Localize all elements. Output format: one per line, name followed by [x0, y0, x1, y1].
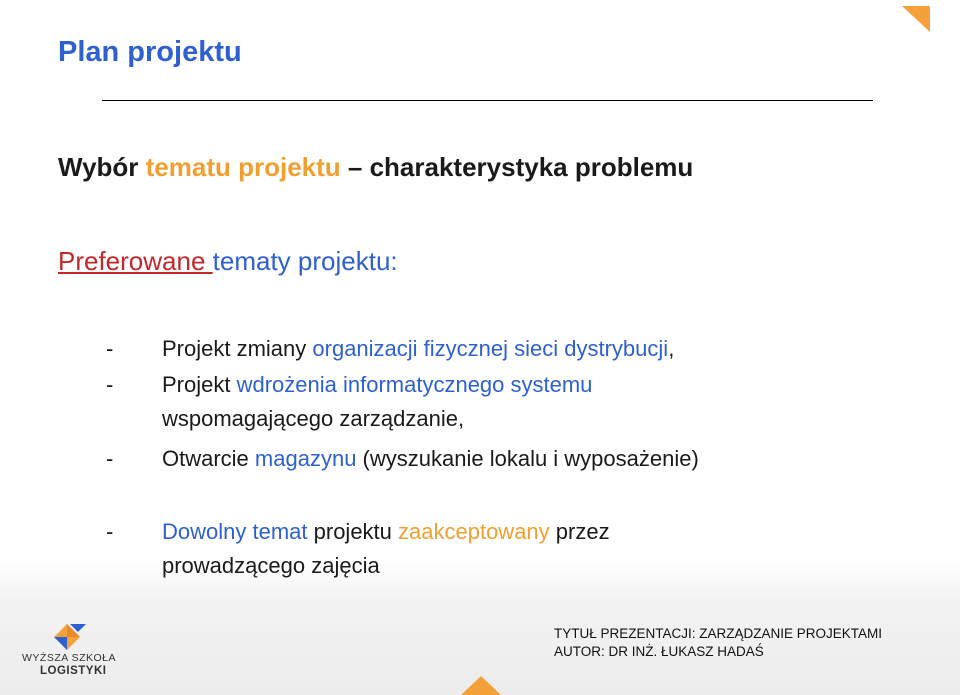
logo-text-line-1: WYŻSZA SZKOŁA	[22, 652, 117, 664]
list-item-text: (wyszukanie lokalu i wyposażenie)	[356, 446, 699, 471]
list-item-text: Projekt zmiany	[162, 336, 313, 361]
slide-title: Plan projektu	[58, 36, 242, 68]
list-item-line	[162, 336, 674, 362]
subtitle-part-2: tematu projektu	[145, 152, 341, 182]
list-item-line	[162, 446, 699, 472]
list-item-text: magazynu	[254, 446, 357, 471]
bottom-triangle-decoration	[461, 676, 501, 695]
section-heading	[58, 246, 398, 277]
list-item-dash: -	[106, 446, 114, 471]
list-item-text: przez	[549, 519, 610, 544]
list-item-text: ,	[668, 336, 675, 361]
section-heading-part-3: tematy projektu:	[212, 246, 398, 276]
subtitle-part-3: – charakterystyka problemu	[340, 152, 694, 182]
list-item-text: wspomagającego zarządzanie,	[162, 406, 465, 431]
title-divider	[102, 100, 873, 101]
list-item-text: organizacji fizycznej sieci dystrybucji	[312, 336, 669, 361]
list-item-line	[162, 372, 592, 398]
list-item-line	[162, 406, 464, 432]
list-item-text: prowadzącego zajęcia	[162, 553, 380, 578]
section-heading-part-1: Preferowane	[58, 246, 206, 276]
list-item-text: Projekt	[162, 372, 237, 397]
list-item-text: projektu	[307, 519, 399, 544]
corner-triangle-decoration	[902, 6, 930, 32]
list-item-dash: -	[106, 372, 114, 397]
list-item-text: zaakceptowany	[398, 519, 550, 544]
list-item-text: Dowolny temat	[162, 519, 308, 544]
list-item-text: Otwarcie	[162, 446, 255, 471]
list-item-line	[162, 519, 610, 545]
logo-text-line-2: LOGISTYKI	[40, 665, 107, 677]
subtitle-part-1: Wybór	[58, 152, 146, 182]
slide-subtitle	[58, 152, 693, 183]
list-item-dash: -	[106, 519, 114, 544]
section-heading-part-2	[205, 246, 212, 276]
footer-title: TYTUŁ PREZENTACJI: ZARZĄDZANIE PROJEKTAMI	[554, 626, 883, 641]
footer-author: AUTOR: DR INŻ. ŁUKASZ HADAŚ	[554, 644, 764, 659]
list-item-dash: -	[106, 336, 114, 361]
list-item-text: wdrożenia informatycznego systemu	[236, 372, 593, 397]
list-item-line	[162, 553, 380, 579]
